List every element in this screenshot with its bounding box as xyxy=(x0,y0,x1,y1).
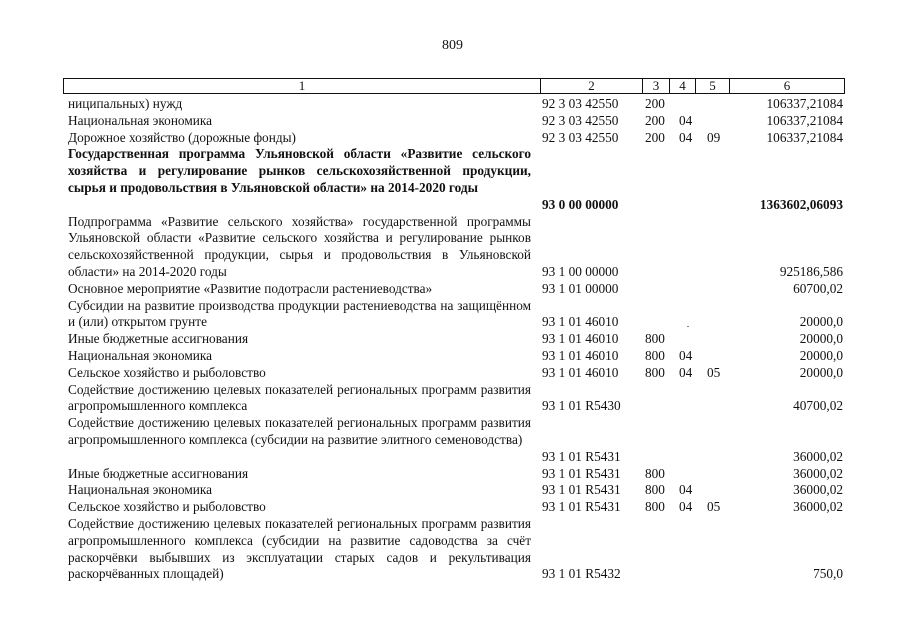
row-section: 04 xyxy=(679,129,693,145)
table-row xyxy=(0,466,905,483)
row-code: 93 1 01 46010 xyxy=(542,364,619,380)
header-col-3: 3 xyxy=(642,78,669,94)
scan-speck xyxy=(687,326,689,327)
row-section: 04 xyxy=(679,347,693,363)
row-name: Содействие достижению целевых показателей региональных программ развития агропромышленного комплекса (субсидии на развитие элитного семеноводства) xyxy=(68,415,531,447)
row-code: 93 1 01 R5431 xyxy=(542,465,621,481)
table-row xyxy=(0,96,905,113)
row-subsection: 05 xyxy=(707,364,721,380)
table-row xyxy=(0,415,905,465)
row-expense-group: 800 xyxy=(645,499,665,515)
row-name: Содействие достижению целевых показателей региональных программ развития агропромышленного комплекса (субсидии на развитие садоводства за счёт раскорчёвки выбывших из эксплуатации старых садов и рекультивация раскорчёванных площадей) xyxy=(68,515,531,582)
row-name: Основное мероприятие «Развитие подотрасли растениеводства» xyxy=(68,280,433,296)
row-name: Содействие достижению целевых показателей региональных программ развития агропромышленного комплекса xyxy=(68,381,531,414)
row-code: 93 1 01 00000 xyxy=(542,280,619,296)
header-col-2: 2 xyxy=(540,78,642,94)
row-code: 93 1 01 R5431 xyxy=(542,499,621,515)
table-row xyxy=(0,499,905,516)
header-col-1: 1 xyxy=(63,78,540,94)
row-name: Национальная экономика xyxy=(68,112,213,128)
row-name: Субсидии на развитие производства продукции растениеводства на защищённом и (или) открытом грунте xyxy=(68,297,531,330)
table-row xyxy=(0,146,905,213)
row-name: Национальная экономика xyxy=(68,482,213,498)
row-code: 92 3 03 42550 xyxy=(542,112,619,128)
row-expense-group: 200 xyxy=(645,112,665,128)
row-expense-group: 200 xyxy=(645,96,665,111)
table-row xyxy=(0,281,905,298)
row-name: Государственная программа Ульяновской области «Развитие сельского хозяйства и регулирование рынков сельскохозяйственной продукции, сырья и продовольствия в Ульяновской области» на 2014-2020 годы xyxy=(68,146,531,195)
table-row xyxy=(0,348,905,365)
row-code: 92 3 03 42550 xyxy=(542,129,619,145)
row-expense-group: 800 xyxy=(645,331,665,347)
row-expense-group: 200 xyxy=(645,129,665,145)
header-col-4: 4 xyxy=(669,78,695,94)
table-row xyxy=(0,113,905,130)
budget-table-body xyxy=(0,96,905,583)
header-col-5: 5 xyxy=(695,78,729,94)
row-amount: 36000,02 xyxy=(793,482,843,498)
row-expense-group: 800 xyxy=(645,482,665,498)
row-amount: 20000,0 xyxy=(799,364,843,380)
row-amount: 1363602,06093 xyxy=(759,196,843,212)
table-row xyxy=(0,298,905,332)
table-row xyxy=(0,382,905,416)
row-amount: 20000,0 xyxy=(799,314,843,330)
row-amount: 36000,02 xyxy=(793,448,843,464)
row-code: 93 1 01 46010 xyxy=(542,331,619,347)
row-name: Подпрограмма «Развитие сельского хозяйства» государственной программы Ульяновской области «Развитие сельского хозяйства и регулирование рынков сельскохозяйственной продукции, сырья и продовольствия в Ульяновской области» на 2014-2020 годы xyxy=(68,213,531,279)
row-name: ниципальных) нужд xyxy=(68,96,183,111)
row-section: 04 xyxy=(679,364,693,380)
row-name: Сельское хозяйство и рыболовство xyxy=(68,499,266,515)
row-amount: 750,0 xyxy=(813,566,843,582)
row-amount: 106337,21084 xyxy=(766,112,843,128)
row-code: 93 1 01 46010 xyxy=(542,314,619,330)
row-section: 04 xyxy=(679,112,693,128)
table-row xyxy=(0,365,905,382)
row-expense-group: 800 xyxy=(645,347,665,363)
row-subsection: 09 xyxy=(707,129,721,145)
row-amount: 106337,21084 xyxy=(766,129,843,145)
row-code: 93 0 00 00000 xyxy=(542,196,619,212)
row-name: Иные бюджетные ассигнования xyxy=(68,465,249,481)
row-expense-group: 800 xyxy=(645,364,665,380)
table-row xyxy=(0,482,905,499)
row-name: Сельское хозяйство и рыболовство xyxy=(68,364,266,380)
row-name: Иные бюджетные ассигнования xyxy=(68,331,249,347)
row-amount: 20000,0 xyxy=(799,347,843,363)
row-amount: 36000,02 xyxy=(793,499,843,515)
row-subsection: 05 xyxy=(707,499,721,515)
header-col-6: 6 xyxy=(729,78,845,94)
row-code: 93 1 01 R5431 xyxy=(542,482,621,498)
row-amount: 36000,02 xyxy=(793,465,843,481)
row-name: Дорожное хозяйство (дорожные фонды) xyxy=(68,129,296,145)
row-section: 04 xyxy=(679,482,693,498)
page-number: 809 xyxy=(442,38,463,53)
row-amount: 60700,02 xyxy=(793,280,843,296)
row-amount: 40700,02 xyxy=(793,398,843,414)
row-expense-group: 800 xyxy=(645,465,665,481)
row-code: 93 1 01 R5432 xyxy=(542,566,621,582)
row-section: 04 xyxy=(679,499,693,515)
table-row xyxy=(0,516,905,583)
row-code: 93 1 00 00000 xyxy=(542,263,619,279)
table-row xyxy=(0,214,905,281)
row-name: Национальная экономика xyxy=(68,347,213,363)
row-amount: 925186,586 xyxy=(779,263,843,279)
table-row xyxy=(0,130,905,147)
row-code: 92 3 03 42550 xyxy=(542,96,619,111)
table-row xyxy=(0,331,905,348)
row-code: 93 1 01 R5431 xyxy=(542,448,621,464)
row-amount: 20000,0 xyxy=(799,331,843,347)
row-code: 93 1 01 R5430 xyxy=(542,398,621,414)
row-code: 93 1 01 46010 xyxy=(542,347,619,363)
row-amount: 106337,21084 xyxy=(766,96,843,111)
